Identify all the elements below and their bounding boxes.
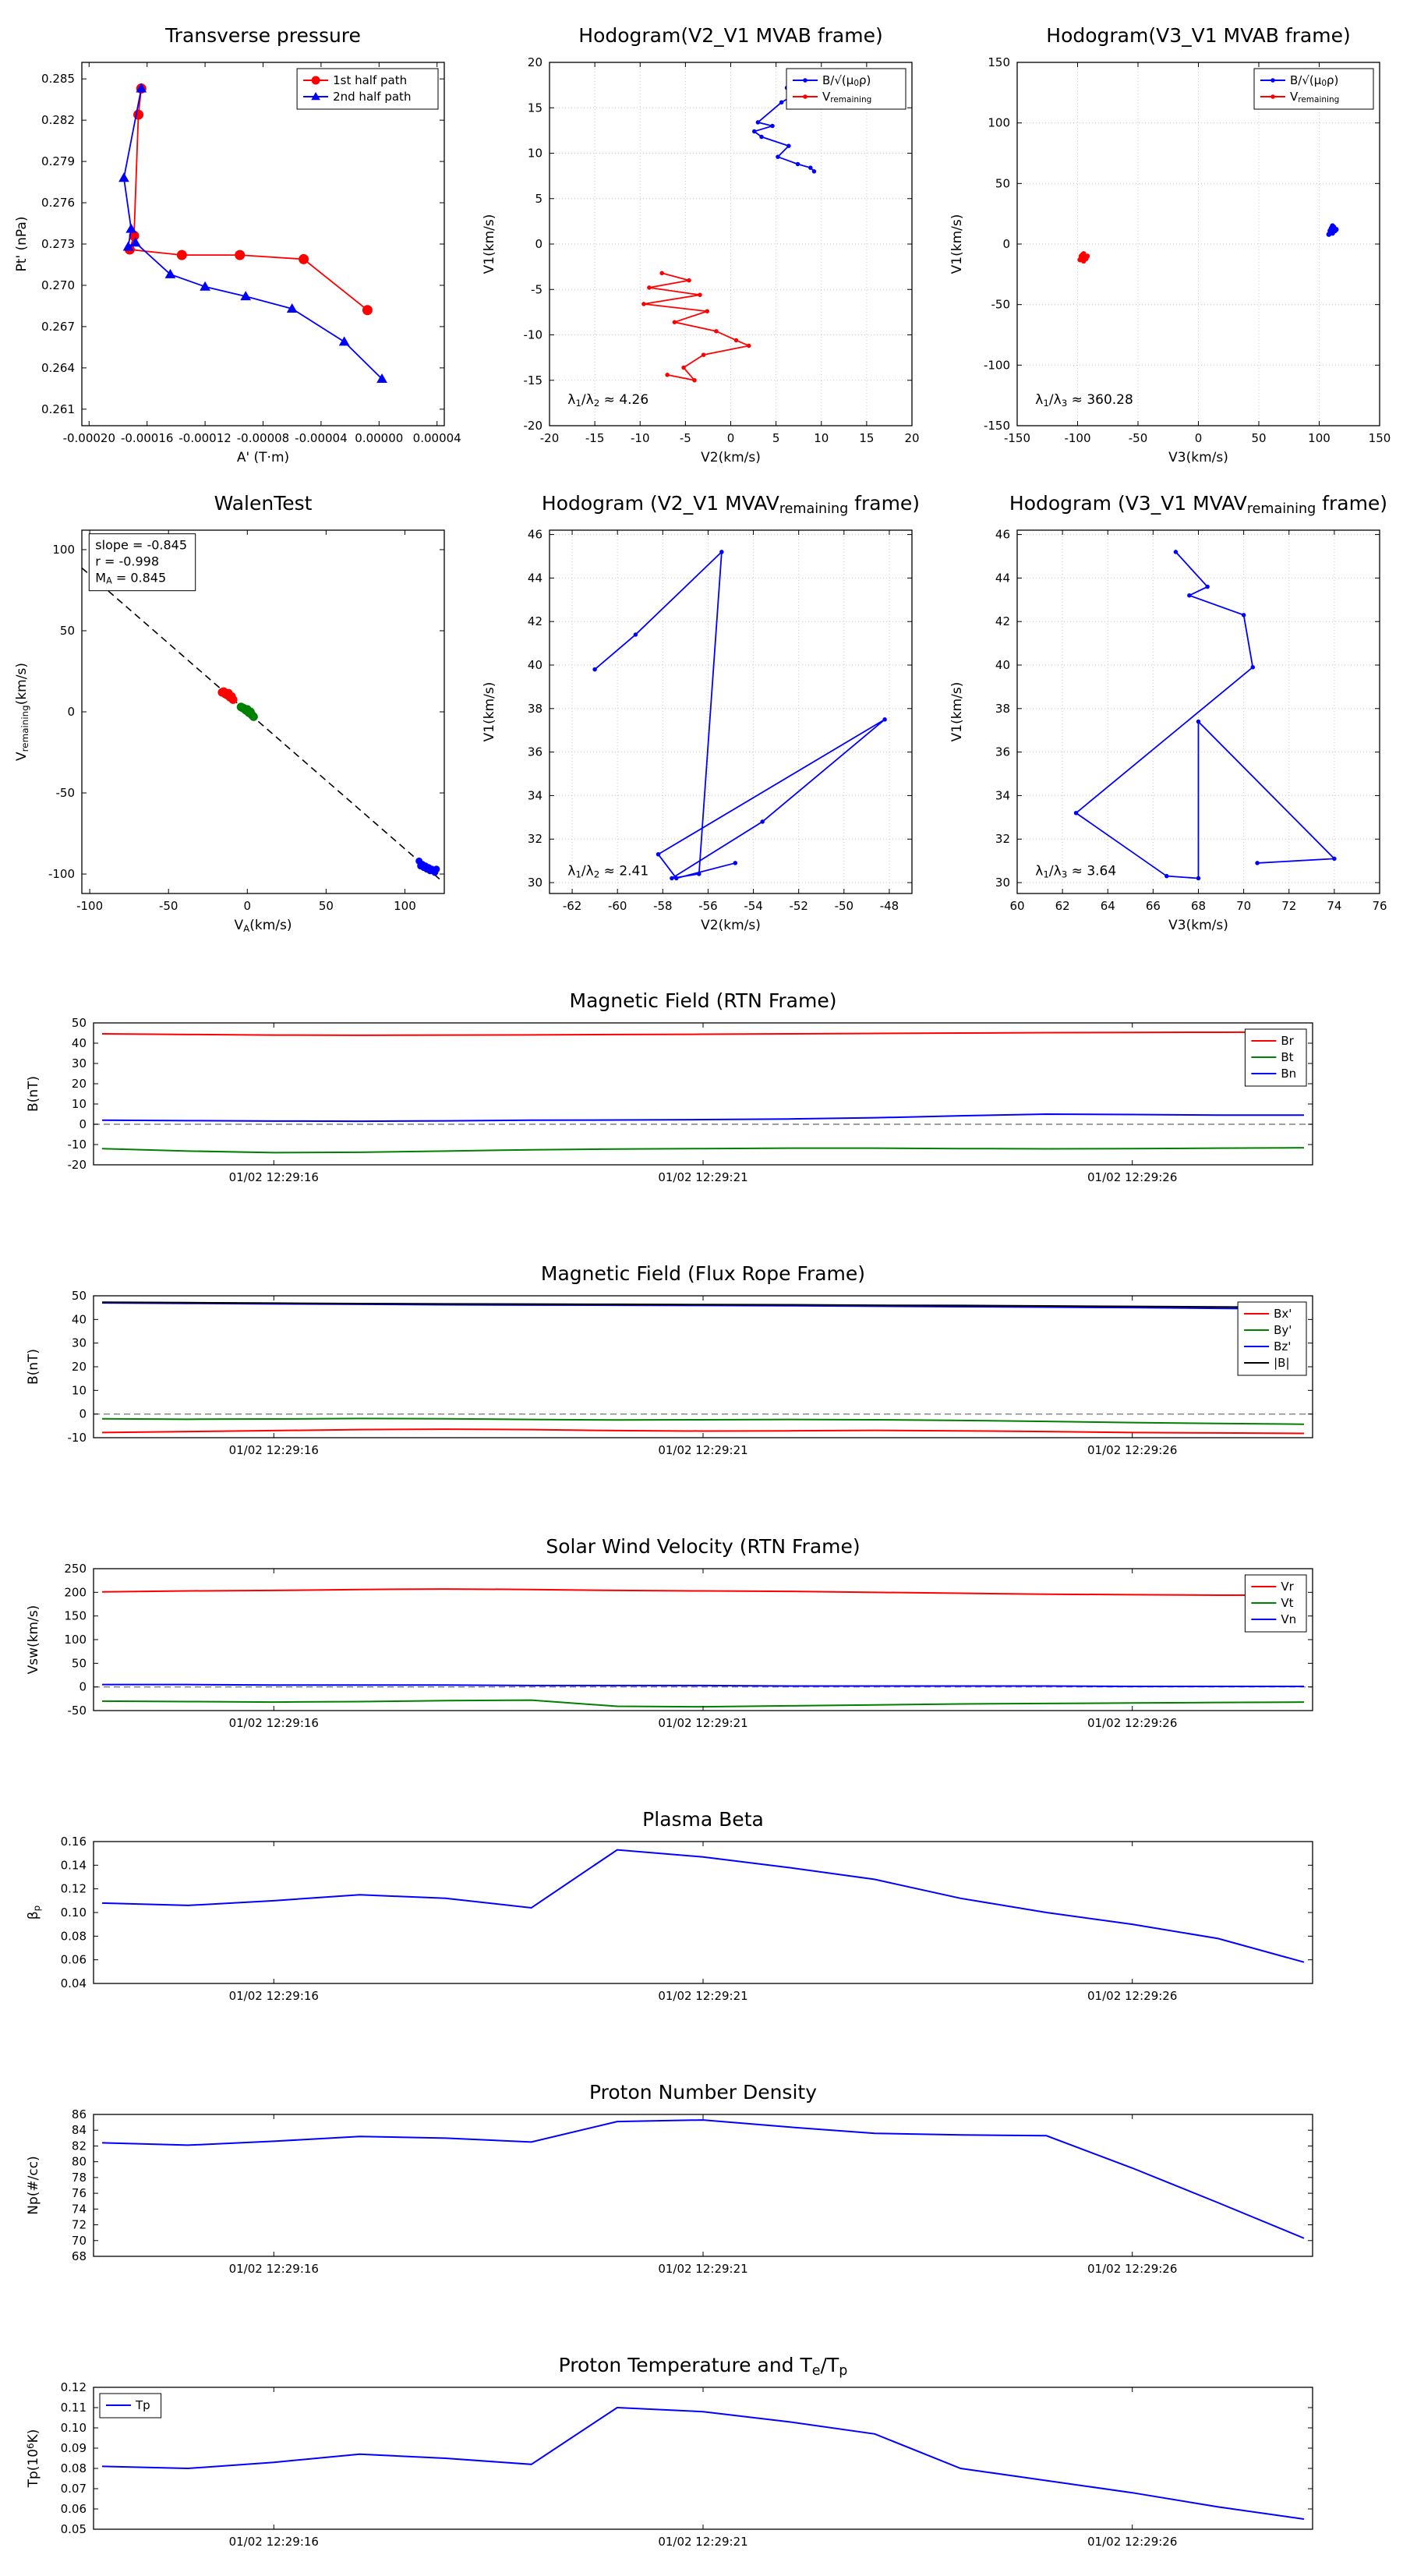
svg-text:Br: Br: [1281, 1034, 1294, 1048]
chart-proton-number-density: [0, 2027, 1403, 2300]
svg-text:Tp: Tp: [136, 2398, 150, 2412]
svg-text:WalenTest: WalenTest: [214, 492, 313, 515]
svg-text:0.12: 0.12: [60, 2380, 87, 2394]
svg-text:34: 34: [995, 788, 1010, 803]
svg-text:|B|: |B|: [1274, 1356, 1290, 1370]
svg-text:Proton Temperature and Te/Tp: Proton Temperature and Te/Tp: [558, 2354, 848, 2379]
svg-text:46: 46: [527, 527, 542, 542]
svg-text:32: 32: [527, 832, 542, 847]
svg-text:0.282: 0.282: [41, 113, 75, 128]
svg-text:0: 0: [1002, 237, 1010, 251]
svg-text:-0.00016: -0.00016: [120, 431, 174, 445]
svg-text:76: 76: [1372, 899, 1387, 913]
svg-text:0.00000: 0.00000: [355, 431, 404, 445]
svg-text:10: 10: [814, 431, 829, 445]
svg-text:36: 36: [527, 745, 542, 759]
svg-text:Vt: Vt: [1281, 1596, 1294, 1610]
svg-text:0: 0: [1194, 431, 1203, 445]
svg-text:60: 60: [1009, 899, 1025, 913]
svg-text:30: 30: [527, 876, 542, 890]
svg-text:A' (T·m): A' (T·m): [236, 450, 290, 465]
svg-text:78: 78: [71, 2170, 87, 2185]
svg-text:0.10: 0.10: [60, 2421, 87, 2435]
svg-text:-10: -10: [67, 1431, 87, 1445]
svg-text:68: 68: [1190, 899, 1207, 913]
svg-text:50: 50: [1251, 431, 1267, 445]
svg-text:-50: -50: [1128, 431, 1148, 445]
svg-text:2nd half path: 2nd half path: [333, 90, 412, 104]
svg-text:01/02 12:29:21: 01/02 12:29:21: [658, 2262, 748, 2276]
svg-text:V1(km/s): V1(km/s): [482, 214, 497, 274]
svg-text:0: 0: [79, 1407, 87, 1421]
svg-text:-50: -50: [55, 786, 75, 801]
svg-text:74: 74: [1327, 899, 1342, 913]
svg-text:V1(km/s): V1(km/s): [949, 214, 965, 274]
svg-text:Pt' (nPa): Pt' (nPa): [14, 216, 30, 272]
svg-text:-0.00020: -0.00020: [62, 431, 116, 445]
svg-text:-150: -150: [983, 419, 1010, 433]
svg-text:By': By': [1274, 1323, 1292, 1337]
svg-text:λ1/λ3 ≈ 360.28: λ1/λ3 ≈ 360.28: [1035, 392, 1133, 409]
svg-text:0.08: 0.08: [60, 2461, 87, 2475]
svg-text:34: 34: [527, 788, 542, 803]
svg-text:λ1/λ2 ≈ 4.26: λ1/λ2 ≈ 4.26: [567, 392, 649, 409]
chart-hodogram-v2v1-mvav: [468, 468, 935, 936]
svg-text:74: 74: [71, 2202, 87, 2217]
svg-text:50: 50: [59, 623, 75, 638]
svg-text:20: 20: [71, 1077, 87, 1091]
svg-text:-56: -56: [698, 899, 718, 913]
svg-text:82: 82: [71, 2139, 87, 2153]
svg-text:01/02 12:29:26: 01/02 12:29:26: [1087, 1443, 1178, 1457]
svg-text:30: 30: [71, 1056, 87, 1070]
svg-text:-50: -50: [991, 297, 1010, 312]
svg-text:Hodogram (V3_V1 MVAVremaining: Hodogram (V3_V1 MVAVremaining frame): [1009, 492, 1388, 517]
svg-text:Solar Wind Velocity (RTN Frame: Solar Wind Velocity (RTN Frame): [546, 1535, 861, 1558]
svg-text:10: 10: [527, 146, 542, 161]
svg-text:38: 38: [995, 701, 1010, 716]
svg-text:-5: -5: [679, 431, 691, 445]
svg-text:Plasma Beta: Plasma Beta: [642, 1808, 764, 1831]
svg-text:0.12: 0.12: [60, 1881, 87, 1896]
svg-text:Vn: Vn: [1281, 1612, 1297, 1626]
svg-text:40: 40: [527, 658, 542, 673]
svg-text:0.04: 0.04: [60, 1976, 87, 1990]
svg-text:72: 72: [71, 2217, 87, 2232]
svg-text:V2(km/s): V2(km/s): [701, 450, 761, 465]
svg-text:01/02 12:29:16: 01/02 12:29:16: [228, 2535, 319, 2549]
svg-text:40: 40: [71, 1312, 87, 1327]
svg-text:B(nT): B(nT): [26, 1348, 41, 1385]
svg-text:0.267: 0.267: [41, 319, 75, 334]
svg-text:Bn: Bn: [1281, 1067, 1297, 1081]
svg-text:40: 40: [71, 1036, 87, 1050]
chart-plasma-beta: [0, 1754, 1403, 2027]
svg-text:42: 42: [527, 614, 542, 629]
svg-text:72: 72: [1281, 899, 1297, 913]
svg-text:100: 100: [988, 115, 1010, 130]
svg-text:λ1/λ2 ≈ 2.41: λ1/λ2 ≈ 2.41: [567, 863, 649, 880]
svg-text:-20: -20: [67, 1158, 87, 1172]
svg-text:0: 0: [79, 1679, 87, 1694]
svg-text:10: 10: [71, 1383, 87, 1398]
svg-text:36: 36: [995, 745, 1010, 759]
svg-text:100: 100: [52, 542, 75, 557]
svg-text:MA = 0.845: MA = 0.845: [95, 570, 167, 587]
svg-text:150: 150: [988, 55, 1010, 69]
svg-text:42: 42: [995, 614, 1010, 629]
chart-transverse-pressure: [0, 0, 468, 468]
svg-text:50: 50: [318, 899, 334, 913]
svg-text:0: 0: [79, 1117, 87, 1131]
svg-text:V1(km/s): V1(km/s): [482, 681, 497, 742]
svg-text:50: 50: [71, 1016, 87, 1030]
svg-text:100: 100: [394, 899, 416, 913]
svg-text:Bt: Bt: [1281, 1050, 1294, 1064]
svg-text:-100: -100: [76, 899, 104, 913]
svg-text:20: 20: [904, 431, 920, 445]
svg-text:50: 50: [71, 1656, 87, 1671]
svg-text:-15: -15: [585, 431, 605, 445]
svg-text:01/02 12:29:21: 01/02 12:29:21: [658, 1170, 748, 1184]
svg-text:84: 84: [71, 2123, 87, 2138]
svg-text:-10: -10: [523, 327, 542, 342]
svg-text:Vremaining: Vremaining: [1290, 90, 1340, 105]
svg-text:B/√(μ0ρ): B/√(μ0ρ): [1290, 73, 1339, 89]
svg-text:Magnetic Field (RTN Frame): Magnetic Field (RTN Frame): [569, 989, 837, 1012]
chart-magnetic-field-rtn: [0, 936, 1403, 1208]
svg-text:5: 5: [535, 191, 542, 206]
svg-text:0.261: 0.261: [41, 402, 75, 416]
svg-text:32: 32: [995, 832, 1010, 847]
svg-text:-50: -50: [834, 899, 854, 913]
svg-text:-150: -150: [1003, 431, 1031, 445]
svg-text:slope = -0.845: slope = -0.845: [95, 537, 188, 553]
svg-text:V1(km/s): V1(km/s): [949, 681, 965, 742]
svg-text:r = -0.998: r = -0.998: [95, 554, 160, 569]
svg-text:Hodogram(V2_V1 MVAB frame): Hodogram(V2_V1 MVAB frame): [578, 24, 883, 47]
svg-text:250: 250: [64, 1562, 87, 1576]
svg-text:01/02 12:29:26: 01/02 12:29:26: [1087, 1989, 1178, 2003]
svg-text:01/02 12:29:21: 01/02 12:29:21: [658, 2535, 748, 2549]
svg-text:Bz': Bz': [1274, 1339, 1292, 1353]
svg-text:0.05: 0.05: [60, 2522, 87, 2536]
svg-text:0.279: 0.279: [41, 154, 75, 169]
svg-text:200: 200: [64, 1585, 87, 1600]
hodogram-row-2: [0, 468, 1403, 936]
svg-text:0.06: 0.06: [60, 2502, 87, 2516]
svg-text:-100: -100: [48, 867, 75, 882]
svg-text:0.16: 0.16: [60, 1835, 87, 1849]
svg-text:50: 50: [995, 176, 1010, 191]
svg-text:64: 64: [1100, 899, 1115, 913]
svg-text:01/02 12:29:16: 01/02 12:29:16: [228, 1716, 319, 1730]
svg-text:62: 62: [1055, 899, 1070, 913]
svg-text:0.10: 0.10: [60, 1905, 87, 1920]
svg-text:01/02 12:29:16: 01/02 12:29:16: [228, 1989, 319, 2003]
svg-text:5: 5: [772, 431, 780, 445]
svg-text:15: 15: [527, 101, 542, 115]
svg-text:-5: -5: [531, 282, 542, 297]
svg-text:76: 76: [71, 2186, 87, 2201]
svg-text:0.06: 0.06: [60, 1952, 87, 1967]
svg-text:Hodogram (V2_V1 MVAVremaining: Hodogram (V2_V1 MVAVremaining frame): [541, 492, 921, 517]
svg-text:-100: -100: [983, 358, 1010, 373]
svg-text:Transverse pressure: Transverse pressure: [165, 24, 361, 47]
svg-text:44: 44: [995, 571, 1010, 586]
svg-text:20: 20: [527, 55, 542, 69]
svg-text:15: 15: [859, 431, 875, 445]
chart-solar-wind-velocity: [0, 1481, 1403, 1754]
svg-text:-0.00012: -0.00012: [178, 431, 231, 445]
svg-text:Vremaining: Vremaining: [822, 90, 872, 105]
svg-text:01/02 12:29:16: 01/02 12:29:16: [228, 2262, 319, 2276]
svg-text:100: 100: [1308, 431, 1331, 445]
svg-text:10: 10: [71, 1097, 87, 1111]
svg-text:01/02 12:29:16: 01/02 12:29:16: [228, 1170, 319, 1184]
svg-text:-60: -60: [607, 899, 627, 913]
chart-hodogram-v3v1-mvab: [935, 0, 1403, 468]
svg-text:-20: -20: [539, 431, 560, 445]
svg-text:70: 70: [1236, 899, 1252, 913]
svg-text:20: 20: [71, 1360, 87, 1374]
svg-text:V3(km/s): V3(km/s): [1168, 918, 1228, 933]
svg-text:Magnetic Field (Flux Rope Fram: Magnetic Field (Flux Rope Frame): [540, 1262, 866, 1285]
svg-text:0.285: 0.285: [41, 72, 75, 87]
svg-text:30: 30: [995, 876, 1010, 890]
svg-text:0.07: 0.07: [60, 2482, 87, 2496]
svg-text:-54: -54: [744, 899, 763, 913]
svg-text:0: 0: [535, 237, 542, 251]
svg-text:01/02 12:29:16: 01/02 12:29:16: [228, 1443, 319, 1457]
chart-hodogram-v2v1-mvab: [468, 0, 935, 468]
svg-text:1st half path: 1st half path: [333, 73, 408, 87]
svg-text:-50: -50: [158, 899, 178, 913]
svg-text:0.273: 0.273: [41, 237, 75, 251]
svg-text:-52: -52: [789, 899, 808, 913]
svg-text:01/02 12:29:26: 01/02 12:29:26: [1087, 1170, 1178, 1184]
svg-text:Np(#/cc): Np(#/cc): [26, 2156, 41, 2215]
svg-text:0.09: 0.09: [60, 2441, 87, 2455]
svg-text:0.08: 0.08: [60, 1929, 87, 1944]
svg-text:Bx': Bx': [1274, 1307, 1292, 1321]
svg-text:01/02 12:29:21: 01/02 12:29:21: [658, 1716, 748, 1730]
svg-text:50: 50: [71, 1289, 87, 1303]
svg-text:0: 0: [726, 431, 735, 445]
svg-text:86: 86: [71, 2107, 87, 2121]
svg-text:-48: -48: [879, 899, 899, 913]
svg-text:V3(km/s): V3(km/s): [1168, 450, 1228, 465]
svg-text:βp: βp: [26, 1905, 42, 1920]
svg-text:-20: -20: [523, 419, 542, 433]
svg-text:Proton Number Density: Proton Number Density: [589, 2081, 817, 2104]
svg-text:68: 68: [71, 2249, 87, 2263]
svg-text:λ1/λ3 ≈ 3.64: λ1/λ3 ≈ 3.64: [1035, 863, 1117, 880]
svg-text:0: 0: [243, 899, 252, 913]
svg-text:80: 80: [71, 2154, 87, 2169]
svg-text:-10: -10: [631, 431, 650, 445]
svg-text:40: 40: [995, 658, 1010, 673]
svg-text:150: 150: [64, 1608, 87, 1623]
chart-magnetic-field-fluxrope: [0, 1208, 1403, 1481]
svg-text:-100: -100: [1064, 431, 1091, 445]
svg-text:-0.00004: -0.00004: [295, 431, 348, 445]
svg-text:01/02 12:29:26: 01/02 12:29:26: [1087, 1716, 1178, 1730]
svg-text:0.270: 0.270: [41, 278, 75, 292]
svg-text:01/02 12:29:21: 01/02 12:29:21: [658, 1989, 748, 2003]
chart-proton-temperature: [0, 2300, 1403, 2573]
svg-text:0.264: 0.264: [41, 360, 75, 375]
svg-text:-62: -62: [562, 899, 582, 913]
chart-hodogram-v3v1-mvav: [935, 468, 1403, 936]
svg-text:-58: -58: [653, 899, 673, 913]
svg-text:150: 150: [1368, 431, 1391, 445]
svg-text:0.14: 0.14: [60, 1858, 87, 1873]
svg-text:0.276: 0.276: [41, 196, 75, 211]
svg-text:VA(km/s): VA(km/s): [234, 918, 292, 934]
svg-text:Tp(106K): Tp(106K): [25, 2429, 41, 2488]
hodogram-row-1: [0, 0, 1403, 468]
svg-text:B(nT): B(nT): [26, 1075, 41, 1113]
svg-text:0.11: 0.11: [60, 2401, 87, 2415]
svg-text:38: 38: [527, 701, 542, 716]
svg-text:01/02 12:29:21: 01/02 12:29:21: [658, 1443, 748, 1457]
svg-text:01/02 12:29:26: 01/02 12:29:26: [1087, 2262, 1178, 2276]
svg-text:-10: -10: [67, 1138, 87, 1152]
svg-text:100: 100: [64, 1633, 87, 1647]
svg-text:0.00004: 0.00004: [412, 431, 461, 445]
svg-text:-15: -15: [523, 373, 542, 387]
svg-text:30: 30: [71, 1336, 87, 1350]
svg-text:66: 66: [1145, 899, 1161, 913]
svg-text:Vsw(km/s): Vsw(km/s): [26, 1605, 41, 1675]
svg-text:Vremaining(km/s): Vremaining(km/s): [14, 663, 30, 761]
svg-text:-0.00008: -0.00008: [236, 431, 290, 445]
svg-text:44: 44: [527, 571, 542, 586]
chart-walen-test: [0, 468, 468, 936]
svg-text:V2(km/s): V2(km/s): [701, 918, 761, 933]
svg-text:B/√(μ0ρ): B/√(μ0ρ): [822, 73, 871, 89]
svg-text:Hodogram(V3_V1 MVAB frame): Hodogram(V3_V1 MVAB frame): [1046, 24, 1351, 47]
svg-text:70: 70: [71, 2233, 87, 2248]
svg-text:46: 46: [995, 527, 1010, 542]
svg-text:Vr: Vr: [1281, 1580, 1294, 1594]
svg-text:01/02 12:29:26: 01/02 12:29:26: [1087, 2535, 1178, 2549]
svg-text:0: 0: [67, 705, 75, 719]
svg-text:-50: -50: [67, 1704, 87, 1718]
